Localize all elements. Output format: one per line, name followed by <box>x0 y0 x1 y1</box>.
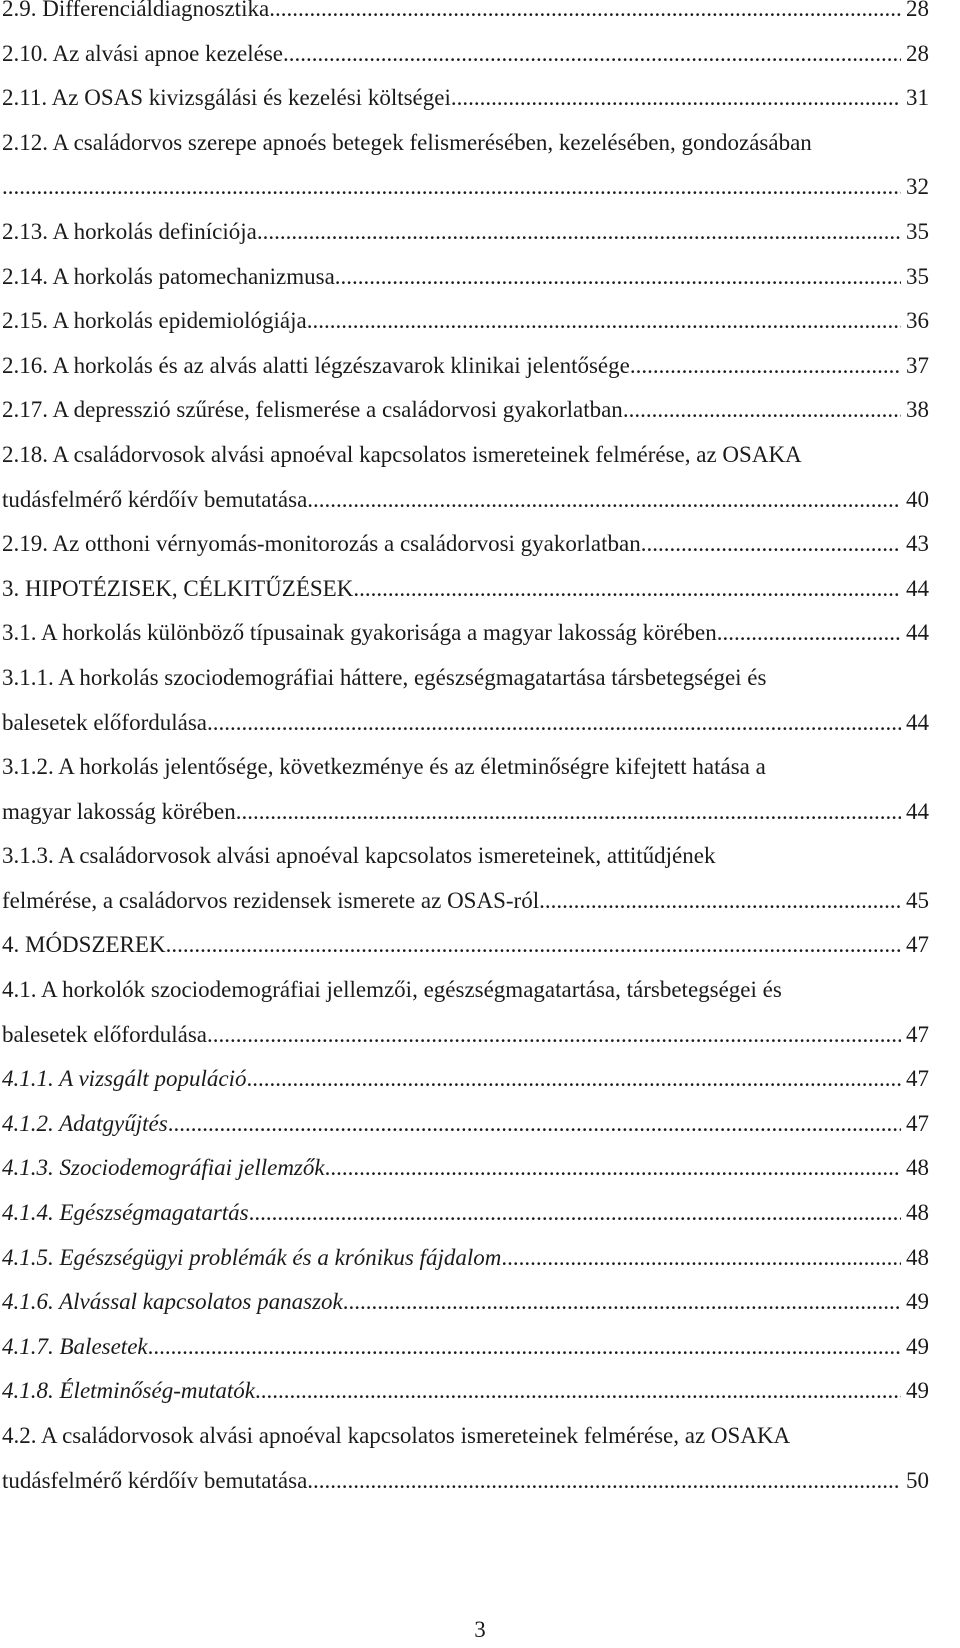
toc-entry[interactable] <box>2 433 929 522</box>
toc-entry-page: 49 <box>906 1289 929 1315</box>
toc-entry[interactable] <box>2 1146 929 1191</box>
toc-entry-text <box>2 1191 249 1236</box>
toc-entry[interactable] <box>2 299 929 344</box>
toc-leader-dots <box>2 165 901 210</box>
toc-entry-line <box>2 923 929 968</box>
toc-entry-title: Az alvási apnoe kezelése <box>52 40 284 66</box>
toc-leader-dots <box>539 879 901 924</box>
toc-entry-last-line <box>2 1013 929 1058</box>
toc-entry-text <box>2 611 717 656</box>
toc-entry-text <box>2 1057 247 1102</box>
toc-leader-dots <box>247 1057 902 1102</box>
toc-leader-dots <box>451 76 901 121</box>
toc-entry-number: 4.1.4. <box>2 1200 60 1226</box>
toc-leader-dots <box>325 1146 901 1191</box>
toc-entry-page: 28 <box>906 0 929 21</box>
toc-entry-number: 4.1. <box>2 977 41 1003</box>
toc-entry-page: 36 <box>906 308 929 334</box>
toc-entry[interactable] <box>2 255 929 300</box>
toc-entry-text <box>2 1280 343 1325</box>
toc-entry-text <box>2 1369 255 1414</box>
toc-leader-dots <box>641 522 901 567</box>
toc-entry-page: 44 <box>906 798 929 824</box>
toc-entry-title: Az OSAS kivizsgálási és kezelési költségei <box>51 85 451 111</box>
toc-entry-number: 4.1.1. <box>2 1066 60 1092</box>
toc-entry-page: 45 <box>906 887 929 913</box>
toc-entry-title: A családorvos szerepe apnoés betegek felismerésében, kezelésében, gondozásában <box>52 129 812 155</box>
toc-entry-text <box>2 76 451 121</box>
toc-entry-title: Szociodemográfiai jellemzők <box>59 1155 325 1181</box>
toc-leader-dots <box>501 1236 901 1281</box>
toc-entry-page: 35 <box>906 218 929 244</box>
toc-entry-text <box>2 567 353 612</box>
toc-entry-title: MÓDSZEREK <box>25 932 166 958</box>
toc-leader-dots <box>269 0 901 32</box>
toc-entry-page: 49 <box>906 1378 929 1404</box>
toc-entry-line <box>2 299 929 344</box>
toc-entry-title: A horkolás és az alvás alatti légzészavarok klinikai jelentősége <box>52 352 630 378</box>
toc-entry-line <box>2 1146 929 1191</box>
toc-entry-line <box>2 76 929 121</box>
toc-entry-title: A horkolás definíciója <box>52 218 257 244</box>
toc-entry-title-continued: balesetek előfordulása <box>2 1021 207 1047</box>
toc-entry-last-line <box>2 701 929 746</box>
toc-entry-text <box>2 1146 325 1191</box>
toc-entry[interactable] <box>2 121 929 210</box>
toc-entry-text <box>2 32 283 77</box>
toc-entry-page: 31 <box>906 85 929 111</box>
toc-entry[interactable] <box>2 1414 929 1503</box>
toc-entry-number: 4.1.3. <box>2 1155 60 1181</box>
toc-entry-number: 4.1.5. <box>2 1244 60 1270</box>
toc-entry-page: 43 <box>906 531 929 557</box>
toc-entry-number: 4. <box>2 932 25 958</box>
toc-entry-title: A horkolás jelentősége, következménye és az életminőségre kifejtett hatása a <box>58 754 766 780</box>
toc-entry-title: A horkolás epidemiológiája <box>52 308 307 334</box>
toc-entry[interactable] <box>2 567 929 612</box>
toc-entry-page: 44 <box>906 575 929 601</box>
toc-entry[interactable] <box>2 611 929 656</box>
toc-entry-title: Differenciáldiagnosztika <box>42 0 270 21</box>
toc-entry-number: 4.1.6. <box>2 1289 60 1315</box>
toc-leader-dots <box>257 210 901 255</box>
toc-leader-dots <box>717 611 901 656</box>
toc-entry-text <box>2 522 641 567</box>
toc-entry-page: 48 <box>906 1200 929 1226</box>
toc-entry-page: 44 <box>906 709 929 735</box>
toc-entry-line <box>2 388 929 433</box>
toc-entry[interactable] <box>2 1369 929 1414</box>
toc-entry-number: 3.1.2. <box>2 754 59 780</box>
toc-leader-dots <box>166 923 901 968</box>
toc-entry-text <box>2 1102 168 1147</box>
toc-entry-line <box>2 0 929 32</box>
toc-entry-title: A depresszió szűrése, felismerése a családorvosi gyakorlatban <box>52 397 623 423</box>
toc-entry-number: 3.1.1. <box>2 664 59 690</box>
toc-entry[interactable] <box>2 745 929 834</box>
toc-entry-text <box>2 388 623 433</box>
toc-entry[interactable] <box>2 0 929 32</box>
toc-entry-title: Adatgyűjtés <box>59 1110 168 1136</box>
toc-leader-dots <box>168 1102 901 1147</box>
toc-entry-page: 48 <box>906 1244 929 1270</box>
toc-entry-number: 2.17. <box>2 397 53 423</box>
toc-entry-line <box>2 1191 929 1236</box>
toc-entry-number: 3.1.3. <box>2 843 59 869</box>
toc-entry[interactable] <box>2 344 929 389</box>
toc-entry-title: A horkolók szociodemográfiai jellemzői, egészségmagatartása, társbetegségei és <box>40 977 782 1003</box>
toc-entry-line <box>2 1325 929 1370</box>
toc-entry-page: 44 <box>906 620 929 646</box>
toc-entry-number: 4.2. <box>2 1423 41 1448</box>
toc-entry[interactable] <box>2 388 929 433</box>
toc-leader-dots <box>307 299 901 344</box>
toc-leader-dots <box>148 1325 901 1370</box>
toc-entry-page: 50 <box>906 1467 929 1493</box>
toc-entry-page: 38 <box>906 397 929 423</box>
toc-entry-text <box>2 0 269 32</box>
toc-entry-text <box>2 255 335 300</box>
toc-entry-title-continued: tudásfelmérő kérdőív bemutatása <box>2 486 308 512</box>
toc-entry-line <box>2 344 929 389</box>
toc-leader-dots <box>335 255 901 300</box>
toc-entry-line <box>2 255 929 300</box>
toc-entry-number: 2.15. <box>2 308 53 334</box>
toc-entry-title: A családorvosok alvási apnoéval kapcsolatos ismereteinek felmérése, az OSAKA <box>40 1423 791 1448</box>
toc-leader-dots <box>283 32 901 77</box>
toc-entry-title-continued: tudásfelmérő kérdőív bemutatása <box>2 1467 308 1493</box>
toc-entry-text <box>2 923 166 968</box>
toc-entry-page: 35 <box>906 263 929 289</box>
toc-leader-dots <box>236 790 901 835</box>
toc-entry-number: 4.1.8. <box>2 1378 60 1404</box>
toc-entry-number: 3. <box>2 575 25 601</box>
toc-entry[interactable] <box>2 1325 929 1370</box>
toc-entry-title: Egészségmagatartás <box>59 1200 249 1226</box>
toc-entry-line <box>2 1236 929 1281</box>
toc-entry-number: 2.14. <box>2 263 53 289</box>
toc-entry-page: 49 <box>906 1333 929 1359</box>
toc-entry-last-line <box>2 165 929 210</box>
toc-leader-dots <box>207 701 901 746</box>
toc-entry-text <box>2 210 257 255</box>
toc-entry-page: 37 <box>906 352 929 378</box>
toc-entry[interactable] <box>2 834 929 923</box>
toc-entry-first-line <box>2 121 929 166</box>
toc-entry-last-line <box>2 790 929 835</box>
toc-entry-title: Az otthoni vérnyomás-monitorozás a családorvosi gyakorlatban <box>52 531 641 557</box>
toc-entry-first-line <box>2 1414 929 1459</box>
toc-entry-number: 3.1. <box>2 620 41 646</box>
page-number: 3 <box>474 1617 486 1642</box>
toc-entry-number: 2.11. <box>2 85 52 111</box>
toc-entry-line <box>2 1057 929 1102</box>
toc-leader-dots <box>255 1369 901 1414</box>
toc-entry-text <box>2 1325 148 1370</box>
toc-entry-first-line <box>2 745 929 790</box>
toc-entry-page: 32 <box>906 174 929 200</box>
toc-entry-last-line <box>2 1459 929 1504</box>
toc-entry[interactable] <box>2 1280 929 1325</box>
toc-entry-title: Életminőség-mutatók <box>59 1378 255 1404</box>
toc-entry-text <box>2 299 307 344</box>
toc-entry-line <box>2 1369 929 1414</box>
toc-entry-title-continued: felmérése, a családorvos rezidensek ismerete az OSAS-ról <box>2 887 540 913</box>
toc-entry-text <box>2 344 630 389</box>
toc-entry[interactable] <box>2 923 929 968</box>
toc-leader-dots <box>207 1013 901 1058</box>
toc-entry-title: A horkolás patomechanizmusa <box>52 263 335 289</box>
toc-entry-line <box>2 32 929 77</box>
toc-entry-number: 4.1.7. <box>2 1333 60 1359</box>
toc-entry[interactable] <box>2 1236 929 1281</box>
toc-leader-dots <box>307 1459 901 1504</box>
toc-entry-number: 4.1.2. <box>2 1110 60 1136</box>
toc-entry[interactable] <box>2 210 929 255</box>
toc-entry-title: Alvással kapcsolatos panaszok <box>59 1289 343 1315</box>
toc-entry-number: 2.10. <box>2 40 53 66</box>
toc-entry-title: HIPOTÉZISEK, CÉLKITŰZÉSEK <box>25 575 354 601</box>
toc-entry[interactable] <box>2 1102 929 1147</box>
toc-entry-line <box>2 210 929 255</box>
toc-entry-text <box>2 1236 501 1281</box>
toc-entry-first-line <box>2 433 929 478</box>
toc-entry-title: A vizsgált populáció <box>59 1066 247 1092</box>
toc-entry-title: A családorvosok alvási apnoéval kapcsolatos ismereteinek, attitűdjének <box>58 843 716 869</box>
toc-leader-dots <box>623 388 901 433</box>
toc-entry-title: Balesetek <box>59 1333 148 1359</box>
toc-entry-title: A horkolás szociodemográfiai háttere, egészségmagatartása társbetegségei és <box>58 664 767 690</box>
toc-entry-title: A horkolás különböző típusainak gyakorisága a magyar lakosság körében <box>40 620 717 646</box>
toc-entry-number: 2.9. <box>2 0 43 21</box>
table-of-contents <box>2 0 929 1503</box>
toc-entry-page: 40 <box>906 486 929 512</box>
toc-entry-page: 47 <box>906 1066 929 1092</box>
toc-leader-dots <box>353 567 901 612</box>
toc-entry-title: Egészségügyi problémák és a krónikus fájdalom <box>59 1244 502 1270</box>
toc-entry-first-line <box>2 968 929 1013</box>
toc-entry[interactable] <box>2 1057 929 1102</box>
toc-entry-page: 47 <box>906 1021 929 1047</box>
toc-entry-page: 28 <box>906 40 929 66</box>
toc-entry[interactable] <box>2 656 929 745</box>
toc-entry[interactable] <box>2 1191 929 1236</box>
toc-entry-page: 48 <box>906 1155 929 1181</box>
toc-leader-dots <box>249 1191 901 1236</box>
toc-entry[interactable] <box>2 32 929 77</box>
toc-entry-line <box>2 1280 929 1325</box>
toc-entry-title-continued: balesetek előfordulása <box>2 709 207 735</box>
toc-entry-page: 47 <box>906 1110 929 1136</box>
toc-entry-number: 2.16. <box>2 352 53 378</box>
toc-entry-number: 2.19. <box>2 531 53 557</box>
toc-entry-first-line <box>2 656 929 701</box>
toc-entry[interactable] <box>2 522 929 567</box>
toc-entry-title-continued: magyar lakosság körében <box>2 798 236 824</box>
toc-entry-line <box>2 1102 929 1147</box>
toc-entry-first-line <box>2 834 929 879</box>
toc-entry-page: 47 <box>906 932 929 958</box>
toc-entry-line <box>2 522 929 567</box>
toc-leader-dots <box>307 478 901 523</box>
toc-entry-line <box>2 567 929 612</box>
toc-entry-number: 2.13. <box>2 218 53 244</box>
toc-entry-title: A családorvosok alvási apnoéval kapcsolatos ismereteinek felmérése, az OSAKA <box>52 441 802 467</box>
toc-leader-dots <box>630 344 901 389</box>
toc-entry-last-line <box>2 478 929 523</box>
toc-entry[interactable] <box>2 968 929 1057</box>
toc-leader-dots <box>343 1280 901 1325</box>
toc-entry-last-line <box>2 879 929 924</box>
toc-entry-line <box>2 611 929 656</box>
toc-entry[interactable] <box>2 76 929 121</box>
toc-entry-number: 2.18. <box>2 441 53 467</box>
toc-entry-number: 2.12. <box>2 129 53 155</box>
